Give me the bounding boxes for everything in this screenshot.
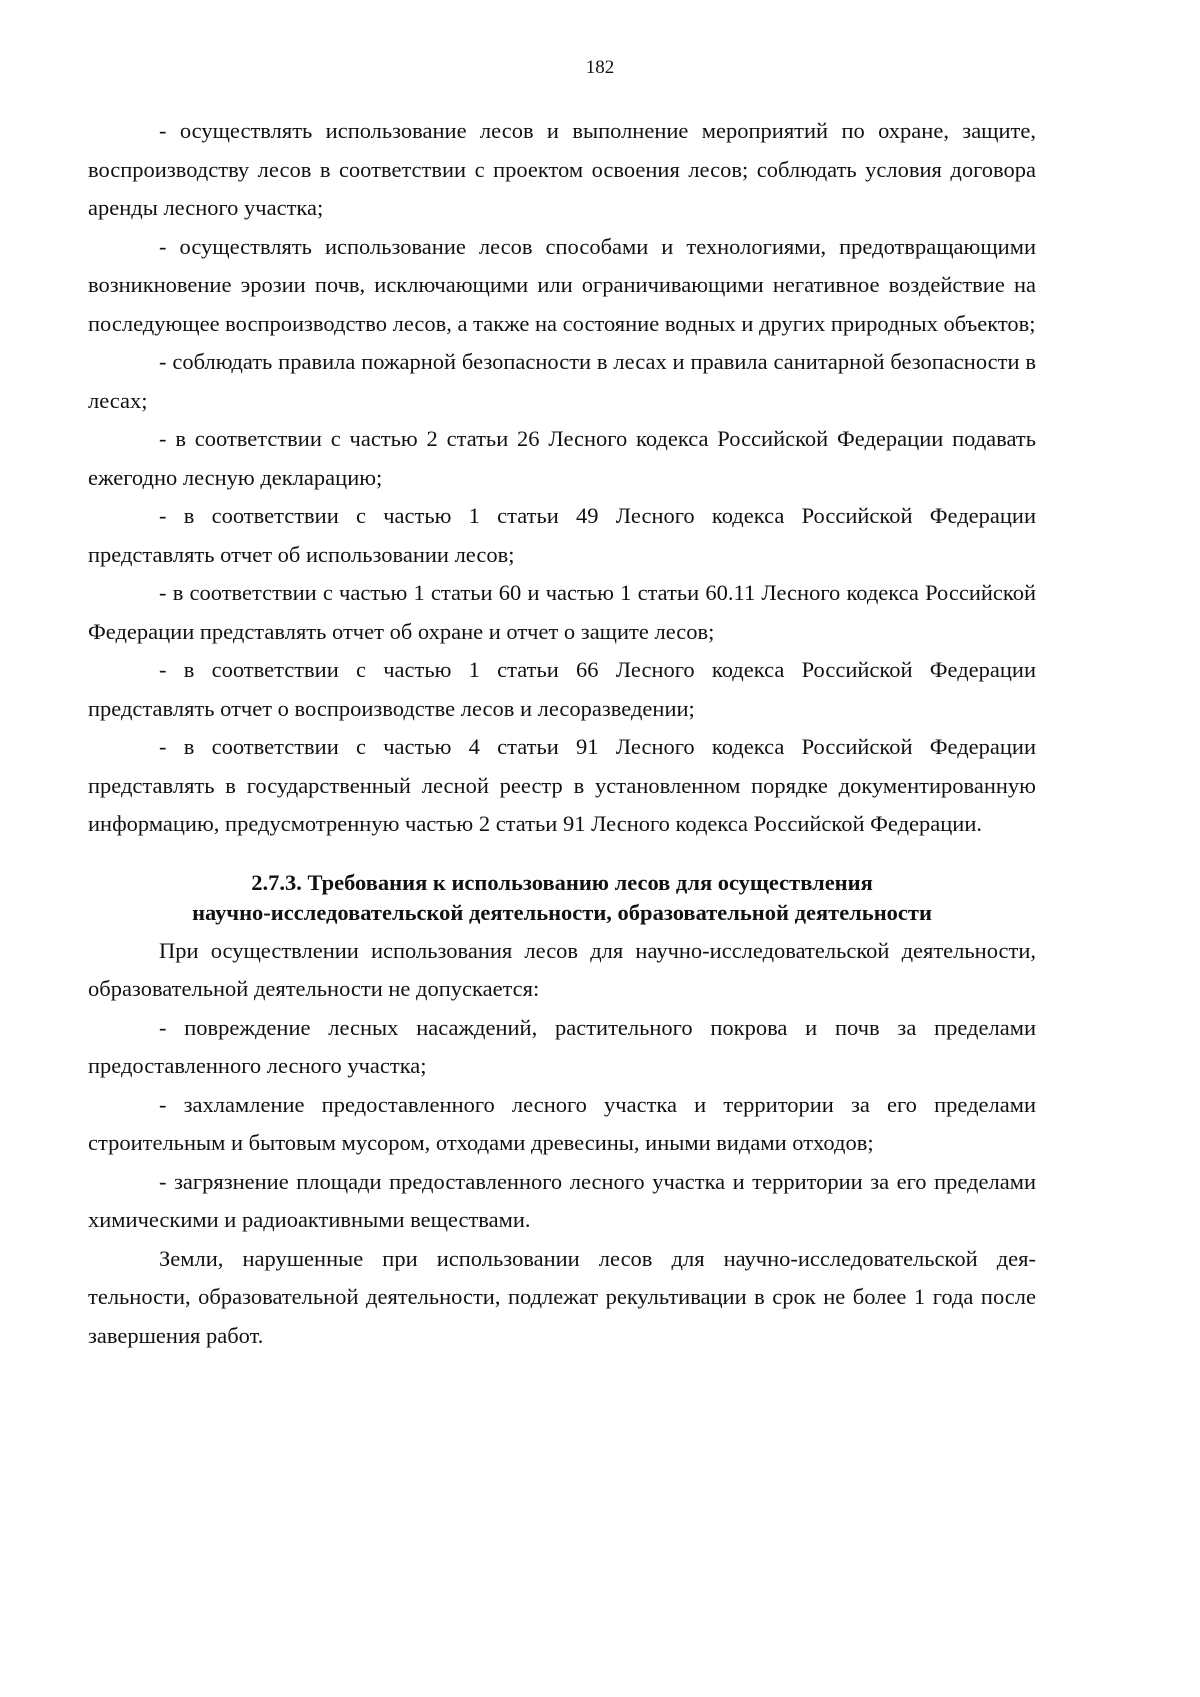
paragraph-usage-report: - в соответствии с частью 1 статьи 49 Лесного кодекса Российской Федерации представлять отчет об использовании лесов; bbox=[88, 503, 1036, 567]
section-heading bbox=[88, 868, 1036, 928]
paragraph-damage-prohibition: - повреждение лесных насаждений, растительного покрова и почв за пределами предоставленного лесного участка; bbox=[88, 1014, 1036, 1078]
paragraph-forest-registry: - в соответствии с частью 4 статьи 91 Лесного кодекса Российской Федерации представлять в государственный лесной реестр в установленном порядке документированную информацию, предусмотренную частью 2 статьи 91 Лесного кодекса Российской Федерации. bbox=[88, 734, 1036, 836]
paragraph-erosion-prevention: - осуществлять использование лесов способами и технологиями, предотвращающими возникновение эрозии почв, исключающими или ограничивающими негативное воздействие на последующее воспроизводство лесов, а также на состояние водных и других природных объектов; bbox=[88, 233, 1036, 336]
paragraph-fire-safety: - соблюдать правила пожарной безопасности в лесах и правила санитарной безопасности в лесах; bbox=[88, 349, 1036, 413]
page-number: 182 bbox=[585, 57, 615, 78]
paragraph-lease-obligations: - осуществлять использование лесов и выполнение мероприятий по охране, защите, воспроизводству лесов в соответствии с проектом освоения лесов; соблюдать условия договора аренды лесного участка; bbox=[88, 118, 1036, 220]
paragraph-pollution-prohibition: - загрязнение площади предоставленного лесного участка и территории за его пределами химическими и радиоактивными веществами. bbox=[88, 1168, 1036, 1232]
document-body bbox=[88, 112, 1036, 1355]
paragraph-littering-prohibition: - захламление предоставленного лесного участка и территории за его пределами строительным и бытовым мусором, отходами древесины, иными видами отходов; bbox=[88, 1091, 1036, 1155]
paragraph-not-allowed-intro: При осуществлении использования лесов для научно-исследовательской деятельности, образовательной деятельности не допускается: bbox=[88, 937, 1036, 1001]
paragraph-land-reclamation: Земли, нарушенные при использовании лесов для научно-исследовательской деятельности, образовательной деятельности, подлежат рекультивации в срок не более 1 года после завершения работ. bbox=[88, 1245, 1036, 1348]
paragraph-reproduction-report: - в соответствии с частью 1 статьи 66 Лесного кодекса Российской Федерации представлять отчет о воспроизводстве лесов и лесоразведении; bbox=[88, 657, 1036, 721]
section-heading-line-1: 2.7.3. Требования к использованию лесов для осуществления bbox=[251, 869, 873, 895]
section-heading-line-2: научно-исследовательской деятельности, образовательной деятельности bbox=[192, 899, 932, 925]
paragraph-forest-declaration: - в соответствии с частью 2 статьи 26 Лесного кодекса Российской Федерации подавать ежегодно лесную декларацию; bbox=[88, 426, 1036, 490]
paragraph-protection-report: - в соответствии с частью 1 статьи 60 и частью 1 статьи 60.11 Лесного кодекса Российской Федерации представлять отчет об охране и отчет о защите лесов; bbox=[88, 580, 1036, 644]
